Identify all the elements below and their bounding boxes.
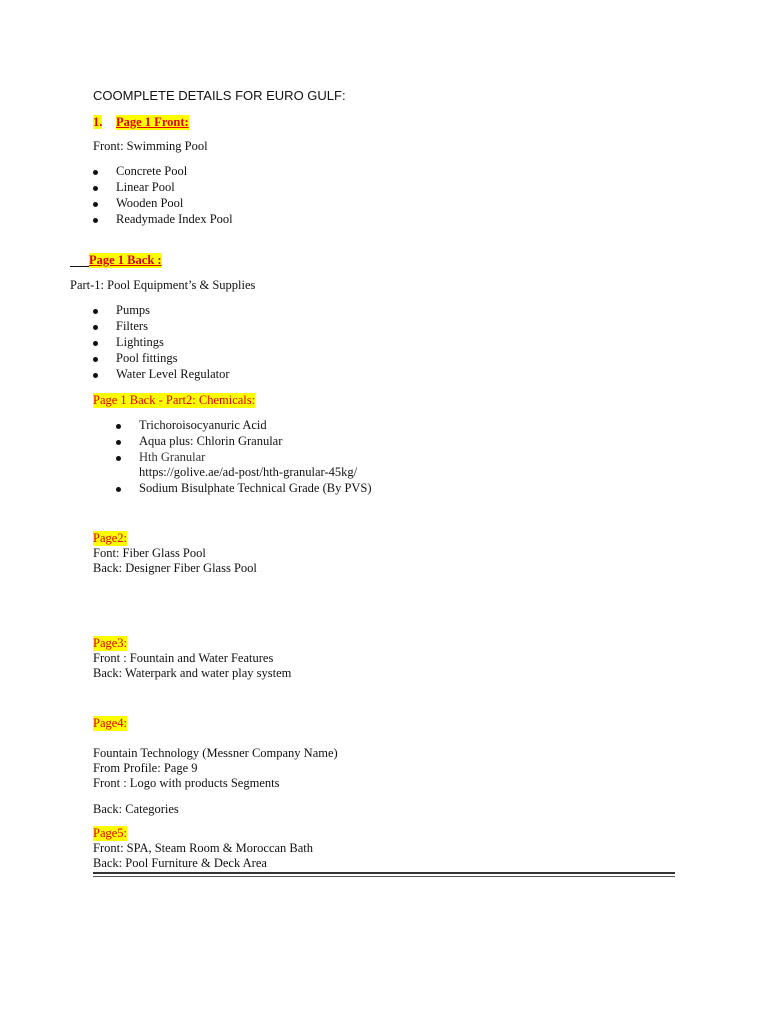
page3-line: Front : Fountain and Water Features <box>93 651 274 665</box>
page5-heading: Page5: <box>93 826 128 840</box>
bullet-icon <box>116 487 121 492</box>
bullet-icon <box>93 373 98 378</box>
list-item: Pool fittings <box>116 351 178 365</box>
list-item: Linear Pool <box>116 180 175 194</box>
bullet-icon <box>93 357 98 362</box>
page4-heading: Page4: <box>93 716 128 730</box>
list-item: Trichoroisocyanuric Acid <box>139 418 267 432</box>
bullet-icon <box>93 341 98 346</box>
page5-line: Front: SPA, Steam Room & Moroccan Bath <box>93 841 314 855</box>
bullet-icon <box>116 456 121 461</box>
bullet-icon <box>93 186 98 191</box>
section3-heading: Page 1 Back - Part2: Chemicals: <box>93 393 256 407</box>
page4-back: Back: Categories <box>93 802 179 816</box>
page3-heading: Page3: <box>93 636 128 650</box>
section1-number: 1. <box>93 115 103 129</box>
list-item: Readymade Index Pool <box>116 212 233 226</box>
product-link[interactable]: https://golive.ae/ad-post/hth-granular-45kg/ <box>139 465 358 479</box>
list-item: Aqua plus: Chlorin Granular <box>139 434 283 448</box>
page4-line: Fountain Technology (Messner Company Name) <box>93 746 338 760</box>
bullet-icon <box>93 218 98 223</box>
document-title: COOMPLETE DETAILS FOR EURO GULF: <box>93 88 346 103</box>
bullet-icon <box>93 170 98 175</box>
bullet-icon <box>93 202 98 207</box>
list-item: Pumps <box>116 303 151 317</box>
list-item: Lightings <box>116 335 164 349</box>
page4-line: From Profile: Page 9 <box>93 761 198 775</box>
list-item: Sodium Bisulphate Technical Grade (By PVS) <box>139 481 372 495</box>
section2-heading: Page 1 Back : <box>89 253 162 267</box>
page5-line: Back: Pool Furniture & Deck Area <box>93 856 267 870</box>
section2-intro: Part-1: Pool Equipment’s & Supplies <box>70 278 256 292</box>
list-item: Wooden Pool <box>116 196 184 210</box>
list-item: Hth Granular <box>139 450 206 464</box>
section1-heading: Page 1 Front: <box>116 115 189 129</box>
bullet-icon <box>93 309 98 314</box>
page2-line: Back: Designer Fiber Glass Pool <box>93 561 257 575</box>
page3-line: Back: Waterpark and water play system <box>93 666 292 680</box>
list-item: Filters <box>116 319 148 333</box>
bottom-rule <box>93 872 675 874</box>
section1-intro: Front: Swimming Pool <box>93 139 208 153</box>
page2-line: Font: Fiber Glass Pool <box>93 546 206 560</box>
page2-heading: Page2: <box>93 531 128 545</box>
bottom-rule-thin <box>93 876 675 877</box>
underline-lead <box>70 253 89 267</box>
bullet-icon <box>116 424 121 429</box>
bullet-icon <box>116 440 121 445</box>
bullet-icon <box>93 325 98 330</box>
list-item: Water Level Regulator <box>116 367 230 381</box>
list-item: Concrete Pool <box>116 164 188 178</box>
page4-line: Front : Logo with products Segments <box>93 776 280 790</box>
